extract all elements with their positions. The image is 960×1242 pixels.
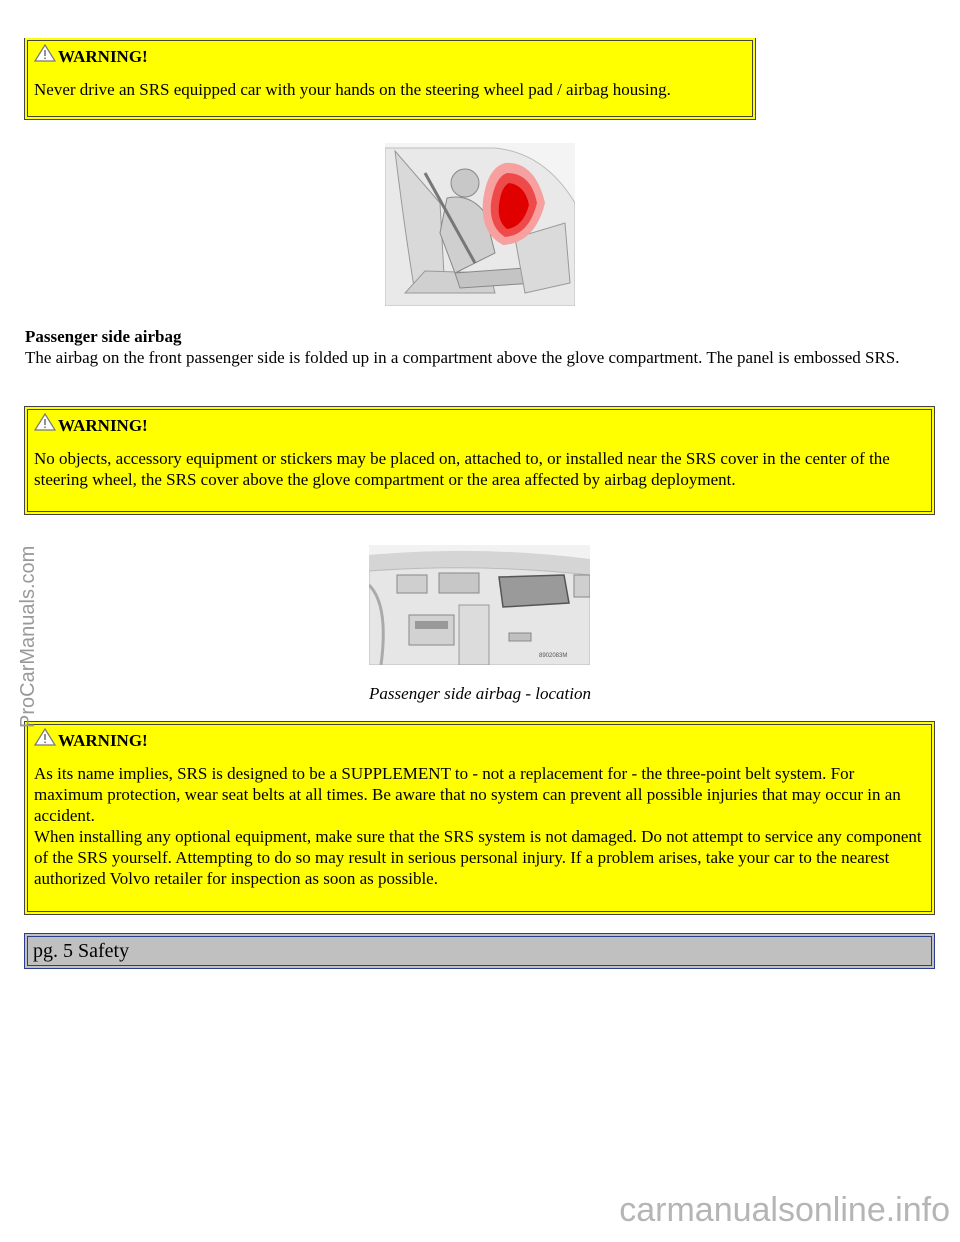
dashboard-location-illustration	[369, 545, 590, 665]
warning-text: Never drive an SRS equipped car with your hands on the steering wheel pad / airbag housing.	[34, 80, 671, 99]
section-paragraph: The airbag on the front passenger side is folded up in a compartment above the glove compartment. The panel is embossed SRS.	[25, 348, 900, 367]
page-footer: pg. 5 Safety	[24, 933, 935, 969]
warning-title: WARNING!	[58, 416, 148, 435]
section-heading: Passenger side airbag	[25, 327, 182, 346]
side-watermark: ProCarManuals.com	[17, 545, 39, 728]
warning-text: As its name implies, SRS is designed to be a SUPPLEMENT to - not a replacement for - the three-point belt system. For maximum protection, wear seat belts at all times. Be aware that no system can prevent all possible injuries that may occur in an accident.	[34, 764, 901, 825]
warning-box-3	[24, 721, 935, 915]
bottom-watermark: carmanualsonline.info	[619, 1191, 950, 1229]
warning-triangle-icon	[34, 413, 56, 431]
figure-code: 8902083M	[539, 653, 568, 659]
warning-title: WARNING!	[58, 731, 148, 750]
warning-box-2	[24, 406, 935, 515]
warning-title: WARNING!	[58, 47, 148, 66]
figure-caption: Passenger side airbag - location	[369, 684, 591, 703]
passenger-airbag-illustration	[385, 143, 575, 306]
warning-triangle-icon	[34, 44, 56, 62]
warning-text: No objects, accessory equipment or stickers may be placed on, attached to, or installed near the SRS cover in the center of the steering wheel, the SRS cover above the glove compartment or the area affected by airbag deployment.	[34, 449, 890, 489]
warning-triangle-icon	[34, 728, 56, 746]
warning-text-2: When installing any optional equipment, make sure that the SRS system is not damaged. Do not attempt to service any component of the SRS yourself. Attempting to do so may result in serious personal injury. If a problem arises, take your car to the nearest authorized Volvo retailer for inspection as soon as possible.	[34, 827, 922, 888]
warning-box-1	[24, 38, 756, 120]
